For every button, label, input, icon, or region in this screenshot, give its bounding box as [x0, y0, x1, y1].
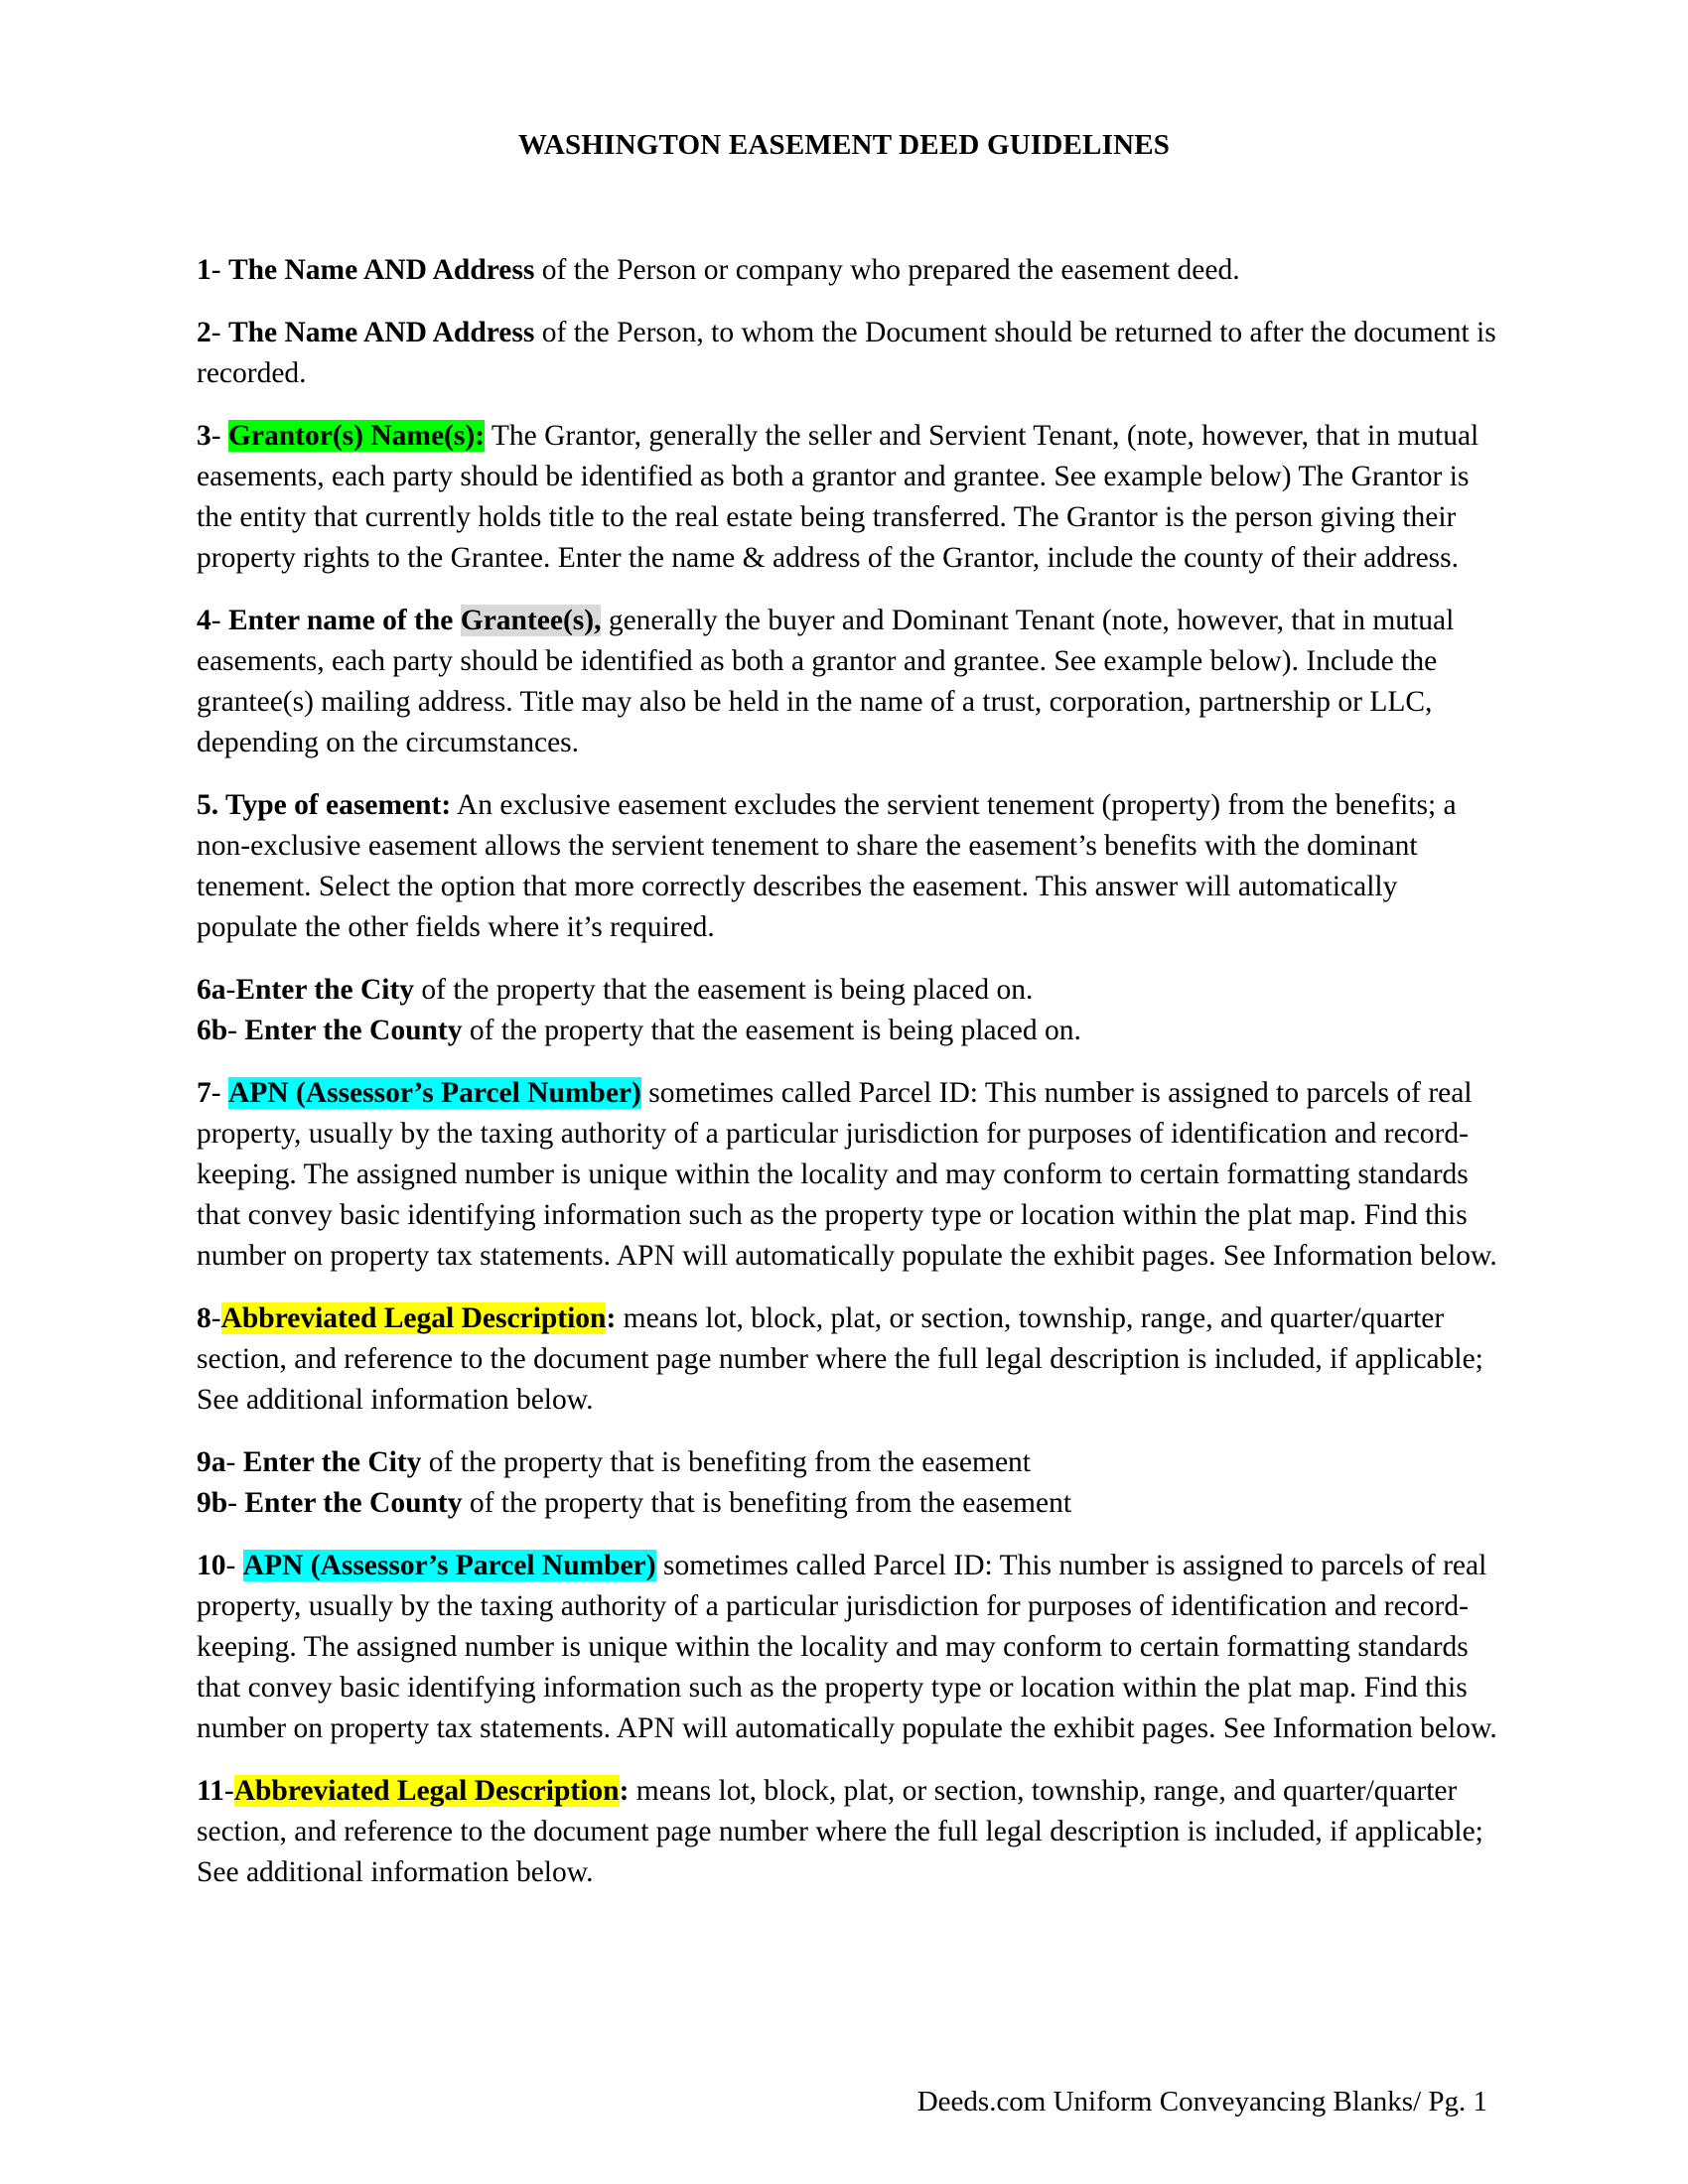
item-9b-separator: -	[227, 1487, 245, 1519]
item-1-number: 1	[197, 254, 211, 286]
item-4-heading: Enter name of the	[227, 605, 461, 636]
item-9b-text: of the property that is benefiting from the easement	[462, 1487, 1072, 1519]
item-9a-separator: -	[225, 1446, 243, 1478]
item-8-separator: -	[211, 1302, 221, 1334]
item-10-highlight: APN (Assessor’s Parcel Number)	[242, 1550, 656, 1581]
item-2-text: of the Person, to whom the Document should be returned to after the document is recorded.	[197, 317, 1496, 389]
item-11-number: 11	[197, 1775, 224, 1807]
item-1	[197, 250, 1497, 291]
item-11-highlight: Abbreviated Legal Description	[233, 1775, 620, 1807]
item-9b	[197, 1483, 1497, 1524]
item-11-colon: :	[619, 1775, 630, 1807]
item-9b-heading: Enter the County	[244, 1487, 463, 1519]
item-8-text: means lot, block, plat, or section, township, range, and quarter/quarter section, and reference to the document page number where the full legal description is included, if applicable; See additional information below.	[197, 1302, 1483, 1416]
item-6a-text: of the property that the easement is being placed on.	[414, 974, 1034, 1006]
item-4	[197, 601, 1497, 763]
item-3	[197, 416, 1497, 579]
item-5-heading: 5. Type of easement:	[197, 789, 452, 821]
item-6b-separator: -	[227, 1015, 245, 1046]
item-2	[197, 313, 1497, 394]
item-3-text: The Grantor, generally the seller and Servient Tenant, (note, however, that in mutual easements, each party should be identified as both a grantor and grantee. See example below) The Grantor is the entity that currently holds title to the real estate being transferred. The Grantor is the person giving their property rights to the Grantee. Enter the name & address of the Grantor, include the county of their address.	[197, 420, 1479, 574]
item-8-highlight: Abbreviated Legal Description	[220, 1302, 607, 1334]
item-10-separator: -	[225, 1550, 243, 1581]
item-7	[197, 1073, 1497, 1277]
item-9a-text: of the property that is benefiting from the easement	[421, 1446, 1031, 1478]
item-6a-heading: Enter the City	[235, 974, 415, 1006]
item-9b-number: 9b	[197, 1487, 228, 1519]
item-1-text: of the Person or company who prepared the easement deed.	[534, 254, 1240, 286]
item-7-highlight: APN (Assessor’s Parcel Number)	[227, 1077, 641, 1109]
item-10	[197, 1546, 1497, 1749]
item-6a-number: 6a	[197, 974, 226, 1006]
item-7-separator: -	[211, 1077, 228, 1109]
item-11-separator: -	[223, 1775, 234, 1807]
item-1-separator: -	[211, 254, 228, 286]
item-7-number: 7	[197, 1077, 211, 1109]
item-11	[197, 1771, 1497, 1893]
item-2-separator: -	[211, 317, 228, 348]
item-8-number: 8	[197, 1302, 211, 1334]
item-10-number: 10	[197, 1550, 226, 1581]
item-4-number: 4	[197, 605, 211, 636]
item-8	[197, 1298, 1497, 1421]
item-9a-number: 9a	[197, 1446, 226, 1478]
item-6b-heading: Enter the County	[244, 1015, 463, 1046]
item-5-text: An exclusive easement excludes the servient tenement (property) from the benefits; a non-exclusive easement allows the servient tenement to share the easement’s benefits with the dominant tenement. Select the option that more correctly describes the easement. This answer will automatically populate the other fields where it’s required.	[197, 789, 1457, 943]
item-1-heading: The Name AND Address	[227, 254, 535, 286]
item-9a	[197, 1442, 1497, 1483]
item-6a	[197, 970, 1497, 1011]
item-7-text: sometimes called Parcel ID: This number is assigned to parcels of real property, usually by the taxing authority of a particular jurisdiction for purposes of identification and record-keeping. The assigned number is unique within the locality and may conform to certain formatting standards that convey basic identifying information such as the property type or location within the plat map. Find this number on property tax statements. APN will automatically populate the exhibit pages. See Information below.	[197, 1077, 1497, 1272]
item-4-text: generally the buyer and Dominant Tenant (note, however, that in mutual easements, each party should be identified as both a grantor and grantee. See example below). Include the grantee(s) mailing address. Title may also be held in the name of a trust, corporation, partnership or LLC, depending on the circumstances.	[197, 605, 1455, 758]
item-2-number: 2	[197, 317, 211, 348]
guidelines-body	[197, 250, 1497, 1915]
item-4-highlight: Grantee(s),	[460, 605, 602, 636]
page-footer: Deeds.com Uniform Conveyancing Blanks/ Pg. 1	[916, 2086, 1487, 2117]
item-10-text: sometimes called Parcel ID: This number is assigned to parcels of real property, usually by the taxing authority of a particular jurisdiction for purposes of identification and record-keeping. The assigned number is unique within the locality and may conform to certain formatting standards that convey basic identifying information such as the property type or location within the plat map. Find this number on property tax statements. APN will automatically populate the exhibit pages. See Information below.	[197, 1550, 1497, 1744]
item-6b-text: of the property that the easement is being placed on.	[462, 1015, 1081, 1046]
item-4-separator: -	[211, 605, 228, 636]
item-8-colon: :	[606, 1302, 617, 1334]
item-6b	[197, 1011, 1497, 1051]
item-5	[197, 785, 1497, 948]
item-11-text: means lot, block, plat, or section, township, range, and quarter/quarter section, and reference to the document page number where the full legal description is included, if applicable; See additional information below.	[197, 1775, 1483, 1888]
item-6a-separator: -	[225, 974, 236, 1006]
item-3-number: 3	[197, 420, 211, 452]
item-2-heading: The Name AND Address	[227, 317, 535, 348]
page-title: WASHINGTON EASEMENT DEED GUIDELINES	[517, 129, 1171, 161]
item-6b-number: 6b	[197, 1015, 228, 1046]
item-3-separator: -	[211, 420, 228, 452]
item-9a-heading: Enter the City	[242, 1446, 422, 1478]
item-3-highlight: Grantor(s) Name(s):	[227, 420, 485, 452]
